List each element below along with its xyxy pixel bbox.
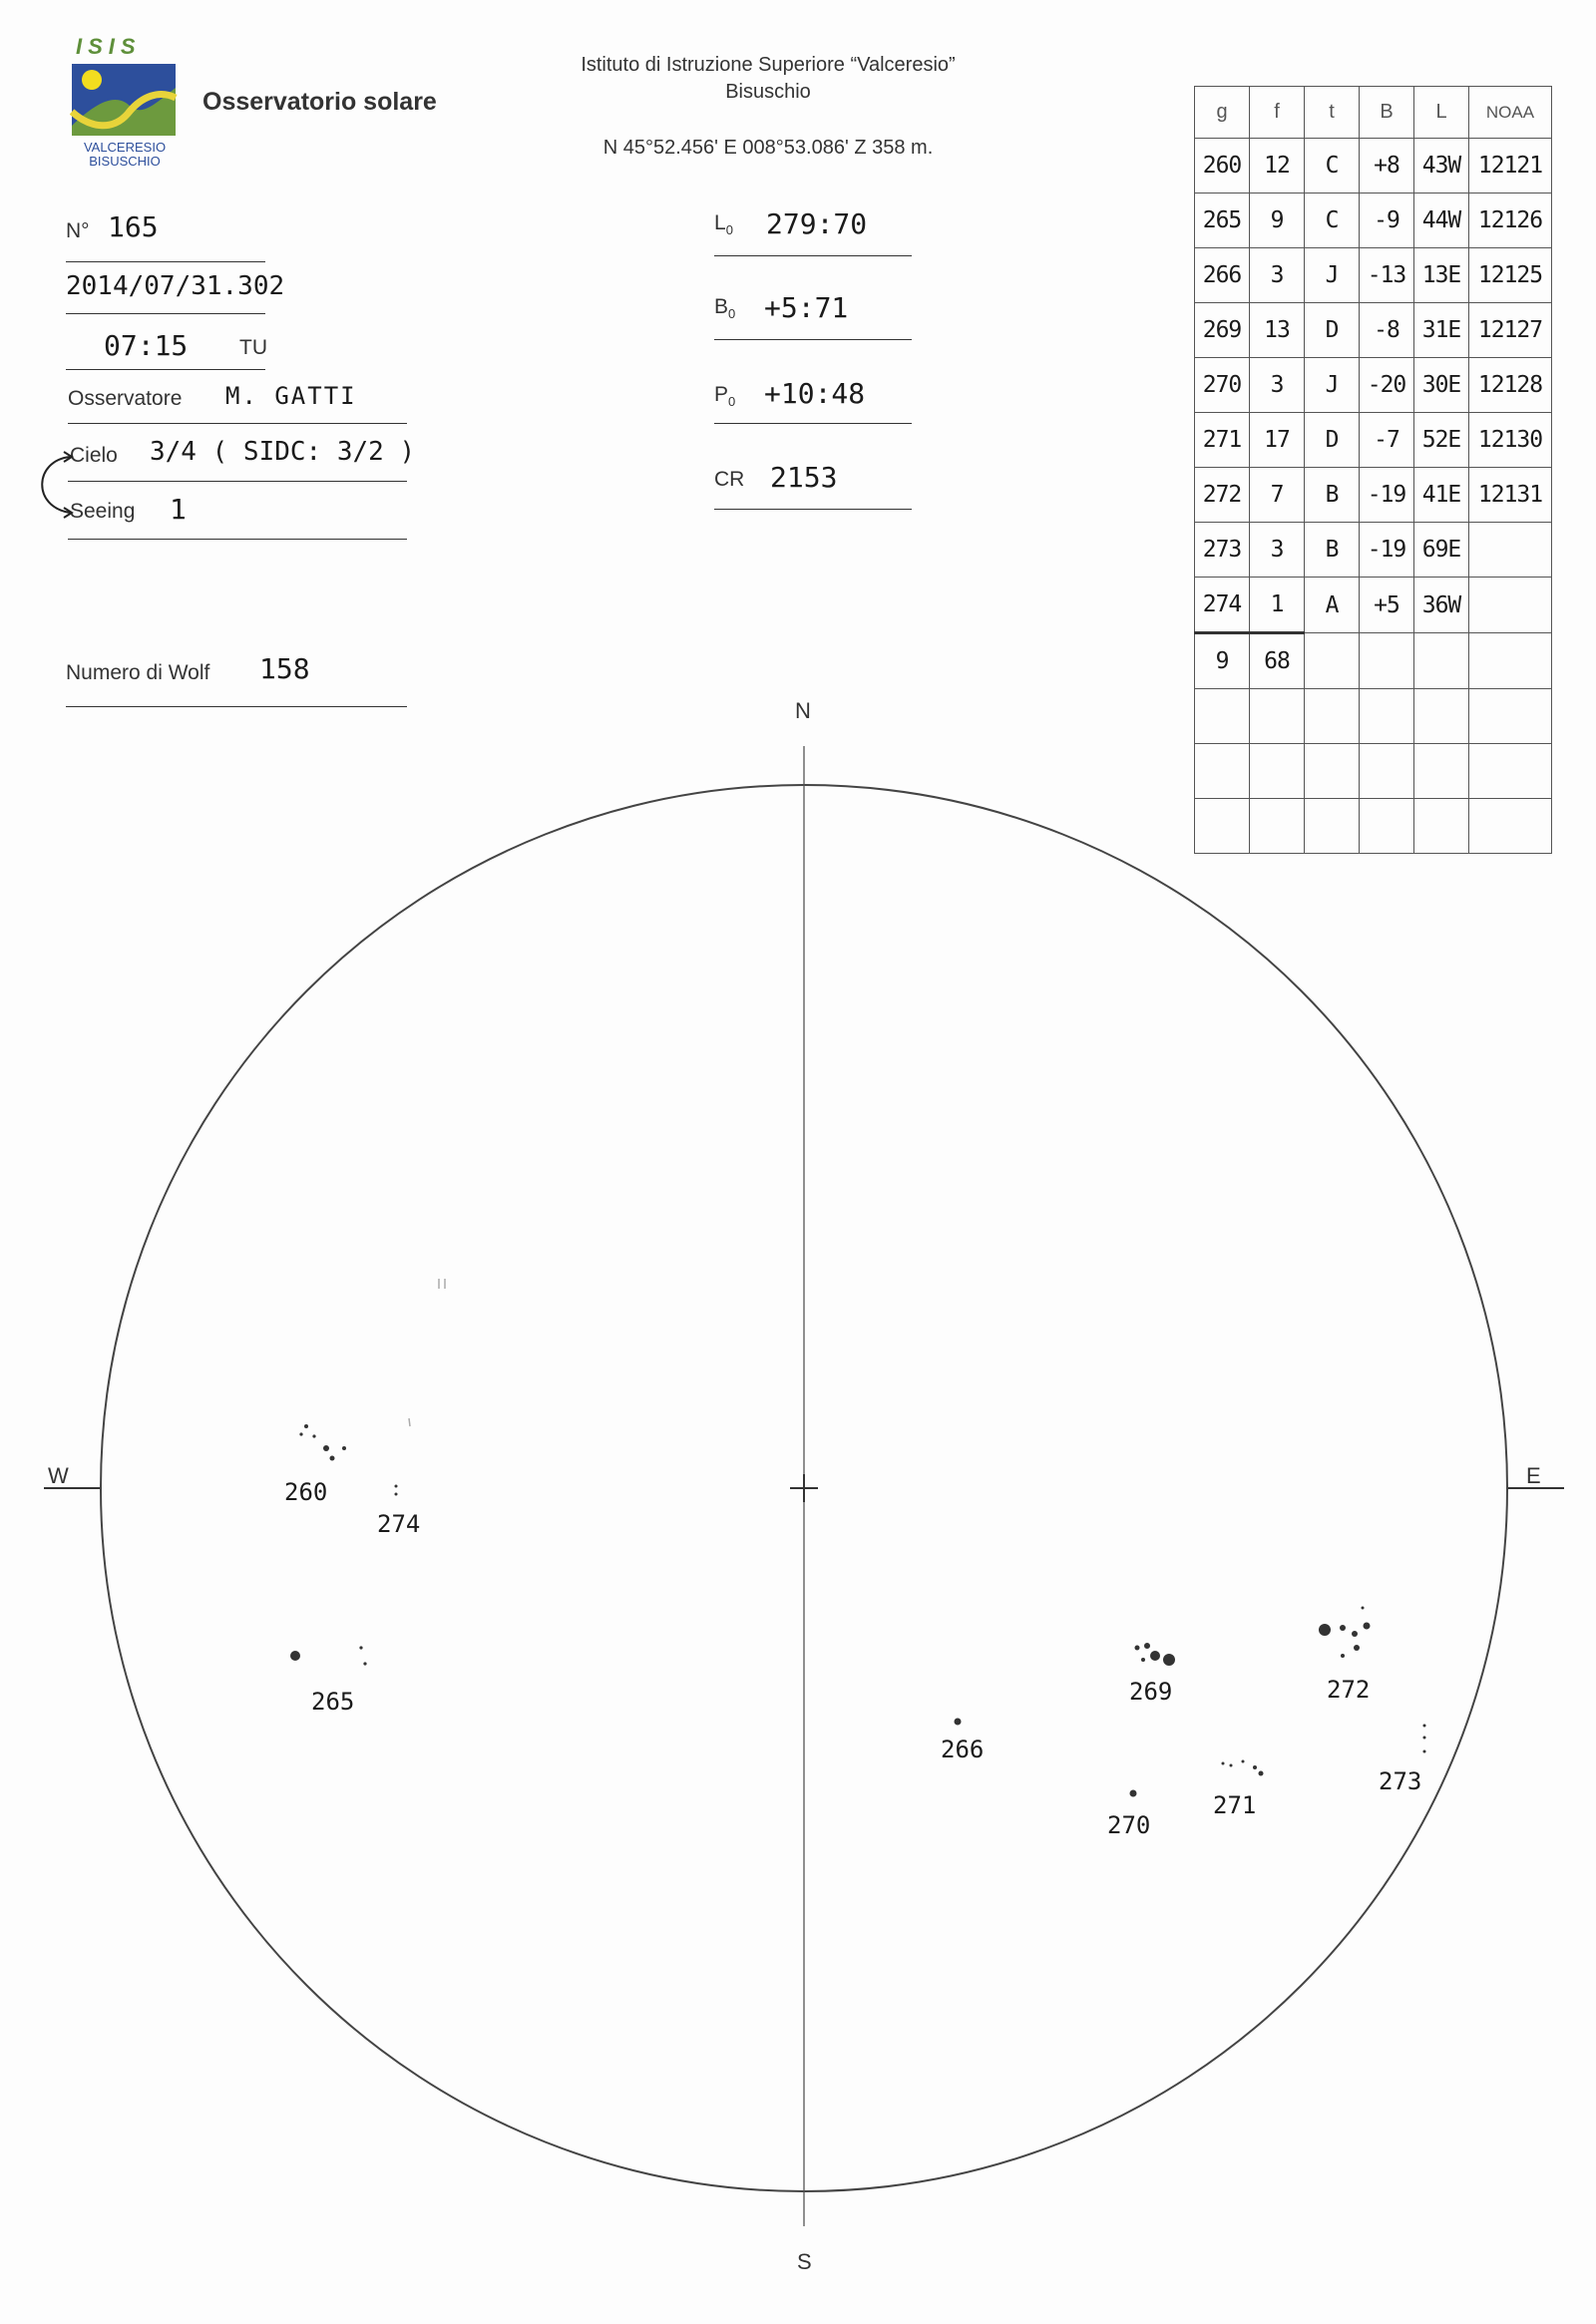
sunspot	[1354, 1645, 1360, 1651]
cell-b: -20	[1360, 358, 1414, 413]
cell-l: 13E	[1414, 248, 1469, 303]
sunspot	[1242, 1760, 1245, 1763]
group-label: 271	[1213, 1791, 1257, 1819]
p0-value: +10:48	[764, 377, 866, 410]
cell-f: 3	[1250, 248, 1305, 303]
faint-mark	[409, 1418, 410, 1426]
south-label: S	[797, 2249, 812, 2274]
cell-t: J	[1305, 248, 1360, 303]
sky-label: Cielo	[70, 444, 118, 467]
cell-f: 13	[1250, 303, 1305, 358]
sunspot	[955, 1719, 962, 1726]
sunspot	[1130, 1790, 1137, 1797]
cell-f: 3	[1250, 358, 1305, 413]
p0-label: $P_0$	[714, 383, 736, 410]
header-l: L	[1414, 87, 1469, 139]
cr-label: CR	[714, 468, 745, 491]
cell-noaa: 12121	[1469, 139, 1552, 194]
cell-t: D	[1305, 303, 1360, 358]
observation-number: 165	[108, 210, 159, 243]
cell-g: 266	[1195, 248, 1250, 303]
seeing-value: 1	[170, 493, 187, 526]
cell-b: +8	[1360, 139, 1414, 194]
sunspot-marks	[290, 1279, 1426, 1797]
sunspot	[312, 1434, 315, 1437]
cell-f: 17	[1250, 413, 1305, 468]
wolf-number: 158	[259, 652, 310, 685]
cr-value: 2153	[770, 461, 838, 494]
cell-g: 270	[1195, 358, 1250, 413]
group-label: 274	[377, 1510, 421, 1538]
header-t: t	[1305, 87, 1360, 139]
cell-t: B	[1305, 468, 1360, 523]
header-g: g	[1195, 87, 1250, 139]
cell-noaa: 12127	[1469, 303, 1552, 358]
sunspot	[395, 1485, 398, 1488]
header-f: f	[1250, 87, 1305, 139]
sunspot	[1423, 1750, 1426, 1753]
header-b: B	[1360, 87, 1414, 139]
sunspot	[304, 1424, 308, 1428]
sunspot	[1340, 1625, 1346, 1631]
cell-g: 273	[1195, 523, 1250, 578]
sunspot	[1362, 1607, 1365, 1610]
west-label: W	[48, 1463, 69, 1488]
group-label: 260	[284, 1478, 328, 1506]
east-label: E	[1526, 1463, 1541, 1488]
cell-noaa: 12128	[1469, 358, 1552, 413]
cell-b: -19	[1360, 468, 1414, 523]
cell-g: 260	[1195, 139, 1250, 194]
number-label: N°	[66, 219, 90, 242]
cell-t: D	[1305, 413, 1360, 468]
sunspot	[1144, 1643, 1150, 1649]
sunspot	[1150, 1651, 1160, 1661]
north-label: N	[795, 698, 811, 723]
observation-date: 2014/07/31.302	[66, 271, 285, 301]
sunspot	[1259, 1771, 1264, 1776]
cell-noaa: 12130	[1469, 413, 1552, 468]
cell-t: C	[1305, 139, 1360, 194]
group-label: 273	[1379, 1767, 1422, 1795]
b0-label: $B_0$	[714, 295, 736, 322]
cell-l: 44W	[1414, 194, 1469, 248]
cell-b: +5	[1360, 578, 1414, 633]
observer-label: Osservatore	[68, 387, 183, 410]
wolf-label: Numero di Wolf	[66, 661, 210, 684]
sunspot	[1253, 1765, 1257, 1769]
sunspot	[323, 1445, 329, 1451]
sunspot	[330, 1456, 335, 1461]
sunspot	[1163, 1654, 1175, 1666]
cell-f: 68	[1250, 633, 1305, 689]
cell-l: 69E	[1414, 523, 1469, 578]
sunspot	[1341, 1654, 1345, 1658]
sunspot	[1352, 1631, 1358, 1637]
cell-g: 269	[1195, 303, 1250, 358]
header-noaa: NOAA	[1469, 87, 1552, 139]
sky-value: 3/4 ( SIDC: 3/2 )	[150, 437, 416, 467]
cell-t: C	[1305, 194, 1360, 248]
cell-g: 271	[1195, 413, 1250, 468]
sunspot	[1364, 1623, 1371, 1630]
cell-l: 41E	[1414, 468, 1469, 523]
group-label: 269	[1129, 1678, 1173, 1706]
sunspot	[1423, 1737, 1426, 1740]
sunspot	[290, 1651, 300, 1661]
school-name: Istituto di Istruzione Superiore “Valceresio”	[581, 54, 956, 76]
cell-noaa: 12125	[1469, 248, 1552, 303]
isis-logo-line1: VALCERESIO	[83, 140, 167, 155]
cell-g: 9	[1195, 633, 1250, 689]
cell-b: -8	[1360, 303, 1414, 358]
sunspot	[1222, 1762, 1225, 1765]
cell-l: 43W	[1414, 139, 1469, 194]
b0-value: +5:71	[764, 291, 849, 324]
cell-f: 7	[1250, 468, 1305, 523]
cell-f: 1	[1250, 578, 1305, 633]
sunspot	[1230, 1764, 1233, 1767]
cell-g: 274	[1195, 578, 1250, 633]
sunspot	[1141, 1658, 1145, 1662]
cell-g: 265	[1195, 194, 1250, 248]
seeing-label: Seeing	[70, 500, 136, 523]
observation-time: 07:15	[104, 329, 189, 362]
cell-g: 272	[1195, 468, 1250, 523]
cell-noaa: 12131	[1469, 468, 1552, 523]
cell-f: 9	[1250, 194, 1305, 248]
sunspot	[299, 1432, 302, 1435]
cell-b: -19	[1360, 523, 1414, 578]
cell-noaa: 12126	[1469, 194, 1552, 248]
l0-value: 279:70	[766, 207, 868, 240]
cell-l: 36W	[1414, 578, 1469, 633]
group-label: 270	[1107, 1811, 1151, 1839]
l0-label: $L_0$	[714, 211, 733, 238]
cell-f: 3	[1250, 523, 1305, 578]
cell-t: B	[1305, 523, 1360, 578]
group-label: 265	[311, 1688, 355, 1716]
sunspot	[342, 1446, 346, 1450]
group-label: 266	[941, 1736, 985, 1763]
sunspot	[1423, 1725, 1426, 1728]
school-town: Bisuschio	[725, 81, 811, 103]
cell-t: J	[1305, 358, 1360, 413]
cell-b: -7	[1360, 413, 1414, 468]
cell-t: A	[1305, 578, 1360, 633]
sunspot	[395, 1493, 398, 1496]
cell-l: 30E	[1414, 358, 1469, 413]
observatory-coordinates: N 45°52.456' E 008°53.086' Z 358 m.	[602, 137, 934, 159]
sunspot	[1319, 1624, 1331, 1636]
cell-l: 31E	[1414, 303, 1469, 358]
time-unit: TU	[239, 336, 267, 359]
cell-l: 52E	[1414, 413, 1469, 468]
isis-logo-line2: BISUSCHIO	[89, 154, 161, 169]
cell-f: 12	[1250, 139, 1305, 194]
cell-b: -13	[1360, 248, 1414, 303]
isis-logo-wordmark: ISIS	[76, 34, 142, 59]
sunspot	[359, 1646, 362, 1649]
cell-b: -9	[1360, 194, 1414, 248]
observer-name: M. GATTI	[225, 382, 357, 410]
org-title: Osservatorio solare	[202, 88, 437, 116]
sunspot	[363, 1662, 366, 1665]
sunspot	[1135, 1646, 1140, 1651]
group-label: 272	[1327, 1676, 1371, 1704]
